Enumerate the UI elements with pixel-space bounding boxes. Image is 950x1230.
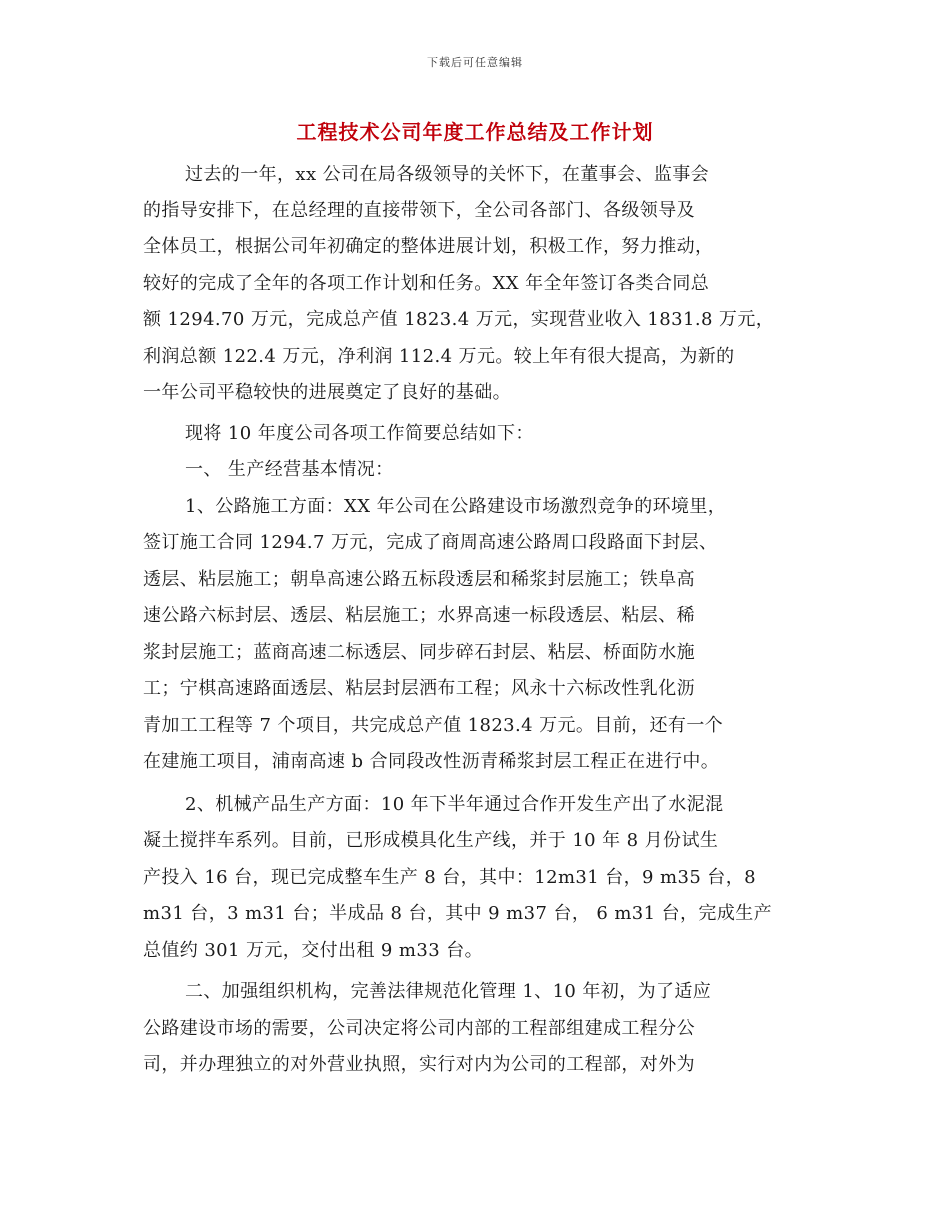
paragraph-line: 2、机械产品生产方面：10 年下半年通过合作开发生产出了水泥混 — [185, 794, 724, 815]
paragraph-line: 较好的完成了全年的各项工作计划和任务。XX 年全年签订各类合同总 — [143, 273, 710, 294]
paragraph-line: m31 台，3 m31 台；半成品 8 台，其中 9 m37 台， 6 m31 台，完成生产 — [143, 903, 773, 924]
paragraph-line: 公路建设市场的需要，公司决定将公司内部的工程部组建成工程分公 — [143, 1018, 695, 1039]
paragraph-line: 凝土搅拌车系列。目前，已形成模具化生产线，并于 10 年 8 月份试生 — [143, 830, 719, 851]
paragraph-line: 在建施工项目，浦南高速 b 合同段改性沥青稀浆封层工程正在进行中。 — [143, 751, 720, 772]
paragraph-line: 工；宁棋高速路面透层、粘层封层洒布工程；风永十六标改性乳化沥 — [143, 678, 695, 699]
paragraph-line: 一年公司平稳较快的进展奠定了良好的基础。 — [143, 382, 511, 403]
paragraph-line: 产投入 16 台，现已完成整车生产 8 台，其中：12m31 台，9 m35 台，8 — [143, 867, 756, 888]
paragraph-line: 总值约 301 万元，交付出租 9 m33 台。 — [143, 940, 483, 961]
paragraph-line: 全体员工，根据公司年初确定的整体进展计划，积极工作，努力推动， — [143, 236, 714, 257]
paragraph-line: 青加工工程等 7 个项目，共完成总产值 1823.4 万元。目前，还有一个 — [143, 715, 724, 736]
section-heading: 一、 生产经营基本情况： — [185, 459, 394, 480]
paragraph-line: 的指导安排下，在总经理的直接带领下，全公司各部门、各级领导及 — [143, 200, 695, 221]
header-note: 下载后可任意编辑 — [427, 56, 523, 69]
paragraph-line: 过去的一年，xx 公司在局各级领导的关怀下，在董事会、监事会 — [185, 164, 710, 185]
paragraph-line: 二、加强组织机构，完善法律规范化管理 1、10 年初，为了适应 — [185, 981, 712, 1002]
paragraph-line: 1、公路施工方面：XX 年公司在公路建设市场激烈竞争的环境里， — [185, 496, 727, 517]
document-title: 工程技术公司年度工作总结及工作计划 — [296, 120, 654, 144]
paragraph-line: 速公路六标封层、透层、粘层施工；水界高速一标段透层、粘层、稀 — [143, 605, 695, 626]
paragraph-line: 司，并办理独立的对外营业执照，实行对内为公司的工程部，对外为 — [143, 1054, 695, 1075]
paragraph-line: 透层、粘层施工；朝阜高速公路五标段透层和稀浆封层施工；铁阜高 — [143, 569, 695, 590]
paragraph-line: 现将 10 年度公司各项工作简要总结如下： — [185, 423, 534, 444]
paragraph-line: 浆封层施工；蓝商高速二标透层、同步碎石封层、粘层、桥面防水施 — [143, 642, 695, 663]
paragraph-line: 利润总额 122.4 万元，净利润 112.4 万元。较上年有很大提高，为新的 — [143, 346, 735, 367]
paragraph-line: 签订施工合同 1294.7 万元，完成了商周高速公路周口段路面下封层、 — [143, 532, 718, 553]
paragraph-line: 额 1294.70 万元，完成总产值 1823.4 万元，实现营业收入 1831.8 万元， — [143, 309, 775, 330]
